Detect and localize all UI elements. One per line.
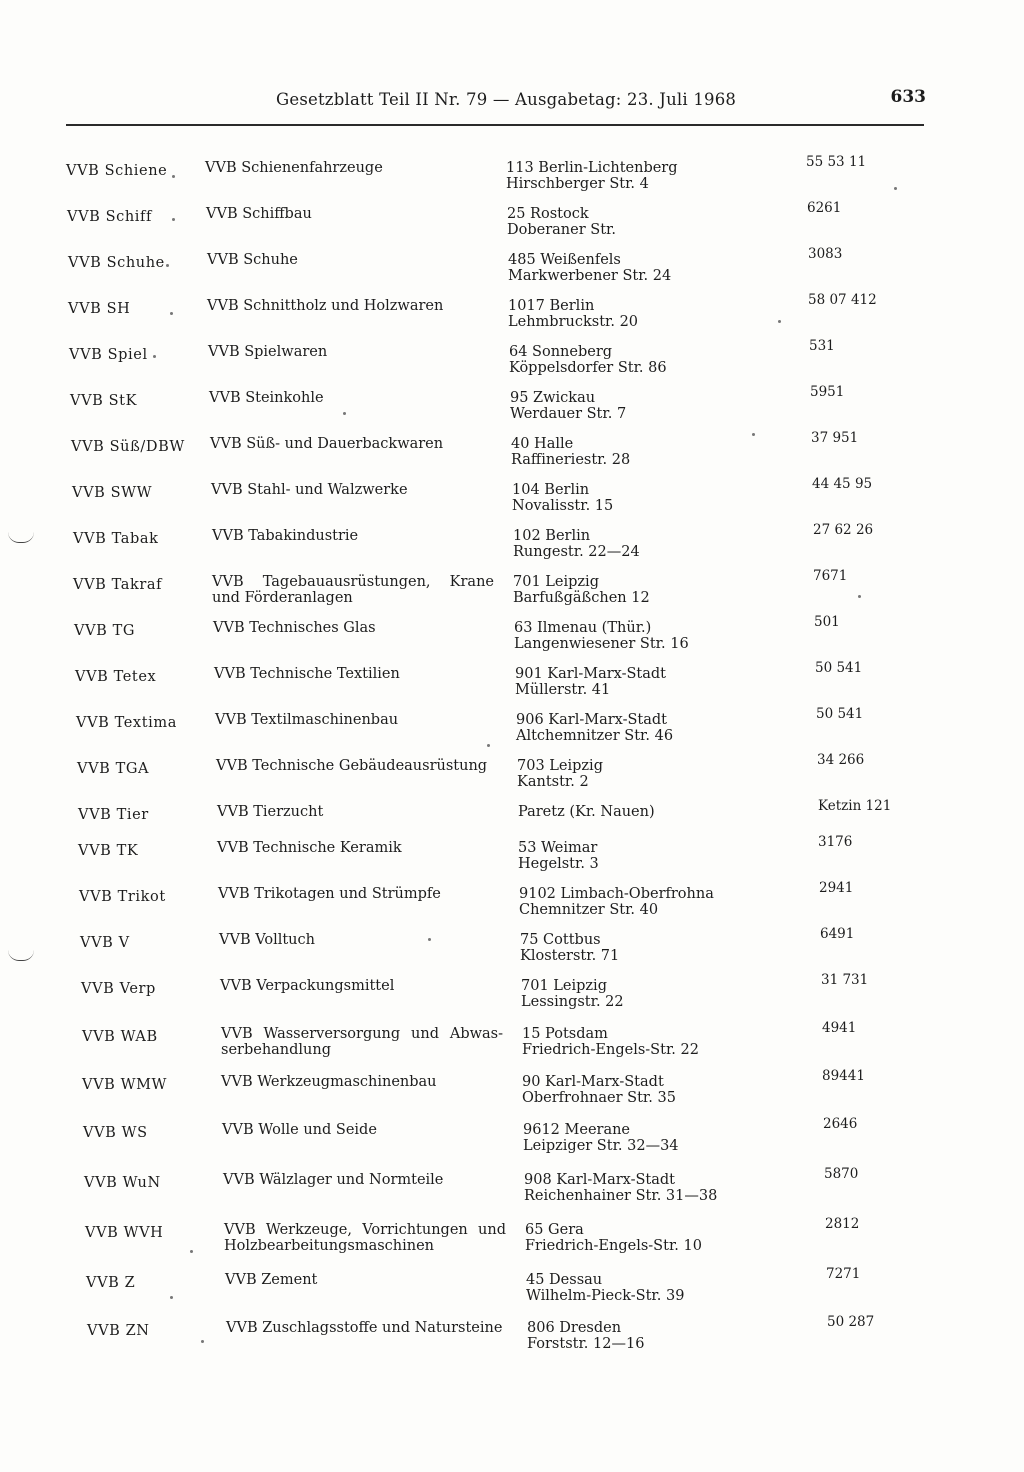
address-cell bbox=[513, 528, 640, 560]
name-cell bbox=[219, 932, 315, 948]
address-line: Forststr. 12—16 bbox=[527, 1336, 645, 1352]
name-line: VVB Wasserversorgung und Abwas- bbox=[221, 1026, 503, 1042]
phone-cell: 55 53 11 bbox=[806, 154, 867, 170]
address-line: 806 Dresden bbox=[527, 1320, 622, 1336]
address-cell bbox=[526, 1272, 684, 1304]
name-cell bbox=[212, 574, 494, 606]
phone-cell: 44 45 95 bbox=[812, 476, 873, 492]
table-row bbox=[0, 522, 1024, 574]
name-cell bbox=[217, 804, 323, 820]
scan-speck bbox=[201, 1340, 204, 1343]
address-line: Lehmbruckstr. 20 bbox=[508, 314, 639, 330]
address-line: Kantstr. 2 bbox=[517, 774, 589, 790]
abbreviation-cell: VVB Süß/DBW bbox=[71, 439, 185, 455]
header-title: Gesetzblatt Teil II Nr. 79 — Ausgabetag: 23. Juli 1968 bbox=[276, 90, 737, 109]
name-line: VVB Schiffbau bbox=[206, 206, 312, 222]
name-line: VVB Schienenfahrzeuge bbox=[205, 160, 383, 176]
name-line: VVB Technische Textilien bbox=[214, 666, 400, 682]
table-row bbox=[0, 660, 1024, 712]
name-line: VVB Zuschlagsstoffe und Natursteine bbox=[226, 1320, 503, 1336]
address-cell bbox=[513, 574, 650, 606]
scan-speck bbox=[172, 218, 175, 221]
name-line: VVB Technische Gebäudeausrüstung bbox=[216, 758, 488, 774]
table-row bbox=[0, 972, 1024, 1024]
name-cell bbox=[208, 344, 327, 360]
scan-speck bbox=[343, 412, 346, 415]
phone-cell: 6261 bbox=[807, 200, 842, 216]
address-cell bbox=[523, 1122, 679, 1154]
address-line: 53 Weimar bbox=[518, 840, 598, 856]
name-line: VVB Tierzucht bbox=[217, 804, 324, 820]
scan-speck bbox=[428, 938, 431, 941]
name-line: VVB Volltuch bbox=[219, 932, 315, 948]
phone-cell: 3083 bbox=[808, 246, 843, 262]
address-line: Hirschberger Str. 4 bbox=[506, 176, 649, 192]
address-line: Markwerbener Str. 24 bbox=[508, 268, 672, 284]
name-line: Holzbearbeitungsmaschinen bbox=[224, 1238, 435, 1254]
address-line: Wilhelm-Pieck-Str. 39 bbox=[526, 1288, 685, 1304]
name-cell bbox=[222, 1122, 377, 1138]
abbreviation-cell: VVB V bbox=[80, 935, 130, 951]
abbreviation-cell: VVB Schuhe bbox=[68, 255, 165, 271]
address-cell bbox=[517, 758, 603, 790]
name-line: serbehandlung bbox=[221, 1042, 332, 1058]
name-line: VVB Steinkohle bbox=[209, 390, 324, 406]
address-line: 701 Leipzig bbox=[521, 978, 607, 994]
name-line: VVB Technisches Glas bbox=[213, 620, 376, 636]
address-cell bbox=[511, 436, 630, 468]
address-line: Paretz (Kr. Nauen) bbox=[518, 804, 655, 820]
scan-speck bbox=[858, 595, 861, 598]
name-cell bbox=[211, 482, 408, 498]
abbreviation-cell: VVB WS bbox=[83, 1125, 148, 1141]
address-line: Friedrich-Engels-Str. 22 bbox=[522, 1042, 699, 1058]
phone-cell: 37 951 bbox=[811, 430, 859, 446]
address-cell bbox=[506, 160, 678, 192]
table-row bbox=[0, 1266, 1024, 1318]
address-line: 95 Zwickau bbox=[510, 390, 596, 406]
header-rule bbox=[66, 124, 924, 126]
abbreviation-cell: VVB Tabak bbox=[73, 531, 159, 547]
table-row bbox=[0, 1166, 1024, 1218]
address-line: Barfußgäßchen 12 bbox=[513, 590, 650, 606]
address-line: Reichenhainer Str. 31—38 bbox=[524, 1188, 718, 1204]
phone-cell: 2646 bbox=[823, 1116, 858, 1132]
abbreviation-cell: VVB Textima bbox=[76, 715, 177, 731]
name-cell bbox=[210, 436, 443, 452]
abbreviation-cell: VVB Trikot bbox=[79, 889, 166, 905]
page-number: 633 bbox=[890, 87, 926, 107]
address-cell bbox=[525, 1222, 702, 1254]
address-cell bbox=[512, 482, 613, 514]
phone-cell: 2812 bbox=[825, 1216, 860, 1232]
name-cell bbox=[226, 1320, 502, 1336]
name-cell bbox=[217, 840, 402, 856]
name-cell bbox=[207, 298, 443, 314]
name-line: VVB Tabakindustrie bbox=[212, 528, 359, 544]
address-cell bbox=[522, 1074, 676, 1106]
table-row bbox=[0, 154, 1024, 206]
table-row bbox=[0, 1020, 1024, 1072]
phone-cell: 27 62 26 bbox=[813, 522, 874, 538]
address-line: 65 Gera bbox=[525, 1222, 584, 1238]
abbreviation-cell: VVB Schiene bbox=[66, 163, 168, 179]
address-cell bbox=[509, 344, 667, 376]
address-line: 102 Berlin bbox=[513, 528, 591, 544]
name-cell bbox=[212, 528, 358, 544]
table-row bbox=[0, 338, 1024, 390]
address-cell bbox=[518, 840, 599, 872]
address-line: Doberaner Str. bbox=[507, 222, 616, 238]
phone-cell: 50 541 bbox=[816, 706, 864, 722]
address-cell bbox=[527, 1320, 644, 1352]
address-line: Köppelsdorfer Str. 86 bbox=[509, 360, 667, 376]
address-line: Hegelstr. 3 bbox=[518, 856, 599, 872]
address-line: Rungestr. 22—24 bbox=[513, 544, 640, 560]
address-line: 104 Berlin bbox=[512, 482, 590, 498]
name-cell bbox=[225, 1272, 317, 1288]
name-line: VVB Werkzeugmaschinenbau bbox=[221, 1074, 437, 1090]
address-line: 9102 Limbach-Oberfrohna bbox=[519, 886, 714, 902]
scan-speck bbox=[487, 744, 490, 747]
abbreviation-cell: VVB WVH bbox=[85, 1225, 164, 1241]
name-line: VVB Stahl- und Walzwerke bbox=[211, 482, 408, 498]
name-line: VVB Technische Keramik bbox=[217, 840, 402, 856]
address-line: Müllerstr. 41 bbox=[515, 682, 611, 698]
phone-cell: 5951 bbox=[810, 384, 845, 400]
table-row bbox=[0, 1116, 1024, 1168]
address-line: 906 Karl-Marx-Stadt bbox=[516, 712, 667, 728]
phone-cell: 31 731 bbox=[821, 972, 869, 988]
table-row bbox=[0, 1314, 1024, 1366]
address-line: Chemnitzer Str. 40 bbox=[519, 902, 659, 918]
address-line: Werdauer Str. 7 bbox=[510, 406, 627, 422]
address-cell bbox=[520, 932, 619, 964]
table-row bbox=[0, 568, 1024, 620]
scan-speck bbox=[170, 1296, 173, 1299]
phone-cell: 50 541 bbox=[815, 660, 863, 676]
phone-cell: 4941 bbox=[822, 1020, 857, 1036]
address-cell bbox=[515, 666, 666, 698]
abbreviation-cell: VVB TGA bbox=[77, 761, 150, 777]
scan-speck bbox=[894, 187, 897, 190]
phone-cell: 50 287 bbox=[827, 1314, 875, 1330]
address-line: 64 Sonneberg bbox=[509, 344, 613, 360]
abbreviation-cell: VVB Spiel bbox=[69, 347, 148, 363]
name-cell bbox=[214, 666, 400, 682]
address-line: 63 Ilmenau (Thür.) bbox=[514, 620, 652, 636]
name-cell bbox=[220, 978, 394, 994]
address-cell bbox=[522, 1026, 699, 1058]
table-row bbox=[0, 292, 1024, 344]
address-cell bbox=[510, 390, 626, 422]
phone-cell: 7271 bbox=[826, 1266, 861, 1282]
abbreviation-cell: VVB TG bbox=[74, 623, 136, 639]
abbreviation-cell: VVB Verp bbox=[81, 981, 156, 997]
address-line: 485 Weißenfels bbox=[508, 252, 621, 268]
address-cell bbox=[507, 206, 616, 238]
name-cell bbox=[206, 206, 312, 222]
name-line: VVB Süß- und Dauerbackwaren bbox=[210, 436, 444, 452]
name-line: VVB Werkzeuge, Vorrichtungen und bbox=[224, 1222, 506, 1238]
phone-cell: 3176 bbox=[818, 834, 853, 850]
table-row bbox=[0, 706, 1024, 758]
page-header bbox=[60, 84, 940, 124]
address-line: 40 Halle bbox=[511, 436, 574, 452]
table-row bbox=[0, 834, 1024, 886]
address-line: 901 Karl-Marx-Stadt bbox=[515, 666, 666, 682]
name-line: VVB Schnittholz und Holzwaren bbox=[207, 298, 444, 314]
table-row bbox=[0, 880, 1024, 932]
address-line: Lessingstr. 22 bbox=[521, 994, 624, 1010]
name-line: VVB Verpackungsmittel bbox=[220, 978, 395, 994]
scan-speck bbox=[778, 320, 781, 323]
address-cell bbox=[521, 978, 624, 1010]
table-row bbox=[0, 1216, 1024, 1268]
name-line: VVB Zement bbox=[225, 1272, 318, 1288]
phone-cell: 2941 bbox=[819, 880, 854, 896]
abbreviation-cell: VVB WuN bbox=[84, 1175, 161, 1191]
address-line: 908 Karl-Marx-Stadt bbox=[524, 1172, 675, 1188]
phone-cell: Ketzin 121 bbox=[818, 798, 892, 814]
address-line: 701 Leipzig bbox=[513, 574, 599, 590]
name-cell bbox=[224, 1222, 506, 1254]
abbreviation-cell: VVB Schiff bbox=[67, 209, 152, 225]
scan-speck bbox=[190, 1250, 193, 1253]
name-cell bbox=[221, 1074, 437, 1090]
address-line: Novalisstr. 15 bbox=[512, 498, 614, 514]
address-line: 25 Rostock bbox=[507, 206, 589, 222]
name-line: VVB Textilmaschinenbau bbox=[215, 712, 399, 728]
abbreviation-cell: VVB Tier bbox=[78, 807, 149, 823]
address-line: Leipziger Str. 32—34 bbox=[523, 1138, 679, 1154]
phone-cell: 531 bbox=[809, 338, 835, 354]
table-row bbox=[0, 384, 1024, 436]
phone-cell: 501 bbox=[814, 614, 840, 630]
abbreviation-cell: VVB SWW bbox=[72, 485, 153, 501]
name-cell bbox=[218, 886, 441, 902]
address-line: 15 Potsdam bbox=[522, 1026, 608, 1042]
name-cell bbox=[223, 1172, 443, 1188]
name-line: VVB Spielwaren bbox=[208, 344, 328, 360]
abbreviation-cell: VVB ZN bbox=[87, 1323, 150, 1339]
table-row bbox=[0, 614, 1024, 666]
table-row bbox=[0, 1068, 1024, 1120]
abbreviation-cell: VVB Takraf bbox=[73, 577, 163, 593]
name-line: VVB Wolle und Seide bbox=[222, 1122, 377, 1138]
address-cell bbox=[518, 804, 655, 820]
scan-speck bbox=[166, 264, 169, 267]
address-line: Raffineriestr. 28 bbox=[511, 452, 631, 468]
abbreviation-cell: VVB TK bbox=[78, 843, 139, 859]
name-line: und Förderanlagen bbox=[212, 590, 353, 606]
name-cell bbox=[207, 252, 298, 268]
address-line: 45 Dessau bbox=[526, 1272, 603, 1288]
scan-speck bbox=[170, 312, 173, 315]
address-line: 90 Karl-Marx-Stadt bbox=[522, 1074, 664, 1090]
name-line: VVB Trikotagen und Strümpfe bbox=[218, 886, 441, 902]
address-cell bbox=[524, 1172, 717, 1204]
name-cell bbox=[216, 758, 487, 774]
table-row bbox=[0, 200, 1024, 252]
phone-cell: 89441 bbox=[822, 1068, 865, 1084]
address-line: Klosterstr. 71 bbox=[520, 948, 620, 964]
address-cell bbox=[508, 298, 638, 330]
name-cell bbox=[205, 160, 383, 176]
name-line: VVB Schuhe bbox=[207, 252, 298, 268]
name-cell bbox=[213, 620, 376, 636]
abbreviation-cell: VVB Tetex bbox=[75, 669, 157, 685]
abbreviation-cell: VVB WMW bbox=[82, 1077, 168, 1093]
phone-cell: 34 266 bbox=[817, 752, 865, 768]
address-line: Langenwiesener Str. 16 bbox=[514, 636, 689, 652]
address-cell bbox=[519, 886, 714, 918]
name-line: VVB Tagebauausrüstungen, Krane bbox=[212, 574, 494, 590]
phone-cell: 6491 bbox=[820, 926, 855, 942]
address-line: 9612 Meerane bbox=[523, 1122, 631, 1138]
name-cell bbox=[215, 712, 398, 728]
phone-cell: 5870 bbox=[824, 1166, 859, 1182]
name-cell bbox=[209, 390, 324, 406]
address-line: 703 Leipzig bbox=[517, 758, 603, 774]
address-line: 1017 Berlin bbox=[508, 298, 595, 314]
name-cell bbox=[221, 1026, 503, 1058]
phone-cell: 7671 bbox=[813, 568, 848, 584]
address-cell bbox=[516, 712, 673, 744]
address-line: Oberfrohnaer Str. 35 bbox=[522, 1090, 676, 1106]
name-line: VVB Wälzlager und Normteile bbox=[223, 1172, 444, 1188]
address-line: 113 Berlin-Lichtenberg bbox=[506, 160, 678, 176]
address-line: Altchemnitzer Str. 46 bbox=[516, 728, 674, 744]
table-row bbox=[0, 926, 1024, 978]
scan-speck bbox=[752, 433, 755, 436]
address-line: 75 Cottbus bbox=[520, 932, 601, 948]
address-cell bbox=[508, 252, 671, 284]
scan-speck bbox=[153, 355, 156, 358]
abbreviation-cell: VVB Z bbox=[86, 1275, 136, 1291]
abbreviation-cell: VVB WAB bbox=[82, 1029, 158, 1045]
scan-speck bbox=[172, 175, 175, 178]
phone-cell: 58 07 412 bbox=[808, 292, 877, 308]
address-cell bbox=[514, 620, 689, 652]
abbreviation-cell: VVB StK bbox=[70, 393, 138, 409]
abbreviation-cell: VVB SH bbox=[68, 301, 131, 317]
address-line: Friedrich-Engels-Str. 10 bbox=[525, 1238, 702, 1254]
